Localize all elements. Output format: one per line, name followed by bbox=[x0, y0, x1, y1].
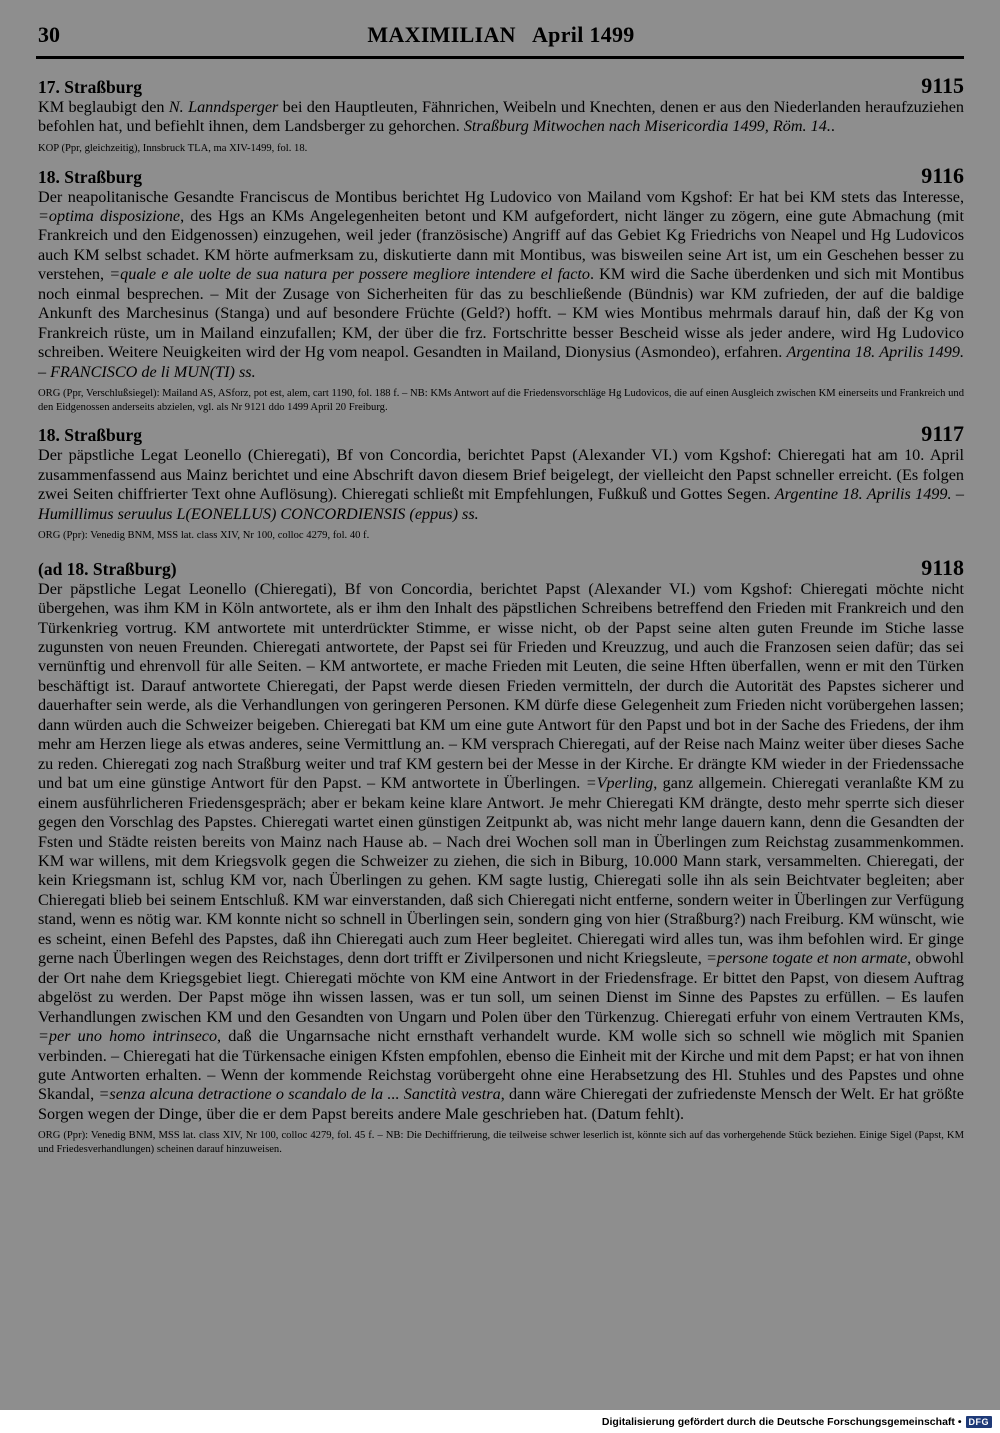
body-text: , daß die Ungarnsache nicht ernsthaft verhandelt wurde. KM wolle sich so schnell wie möglich mit Spanien verbinden. – Chieregati hat die Türkensache einigen Kfsten empfohlen, ebenso die Einheit mit der Kirche und mit dem Papst; er hat von ihnen gute Antworten erhalten. – Wenn der kommende Reichstag vorübergeht ohne eine Herabsetzung des Hl. Stuhles und des Papstes und ohne Skandal, bbox=[38, 1027, 964, 1104]
italic-quote: =per uno homo intrinseco bbox=[38, 1027, 218, 1046]
running-title: MAXIMILIAN April 1499 bbox=[367, 22, 635, 47]
body-text: bei den Hauptleuten, Fähnrichen, Weibeln und Knechten, denen er aus den Niederlanden heraufzuziehen befohlen hat, und befiehlt ihnen, dem Landsberger zu gehorchen. bbox=[38, 98, 964, 136]
entry-number: 9118 bbox=[921, 554, 964, 580]
body-text: Der päpstliche Legat Leonello (Chieregati), Bf von Concordia, berichtet Papst (Alexander VI.) vom Kgshof: Chieregati möchte nicht übergehen, was ihm KM in Köln antwortete, als er ihm den Inhalt des päpstlichen Schreibens betreffend den Frieden mit Frankreich und den Türkenkrieg vortrug. KM antwortete mit unterdrückter Stimme, er wisse nicht, ob der Papst seine alten guten Freunde im Stiche lasse zugunsten von neuen Freunden. Chieregati antwortete, der Papst sei für Frieden und Kreuzzug, und auch die Franzosen seien dafür; das sei vernünftig und ehrenvoll für alle Seiten. – KM antwortete, er mache Frieden mit Leuten, die seine Hften überfallen, wenn er mit den Türken beschäftigt ist. Darauf antwortete Chieregati, der Papst werde diesen Frieden vermitteln, der durch die Autorität des Papstes sicherer und dauerhafter sein werde, als die Verhandlungen von geringeren Personen. KM dürfe diese Gelegenheit zum Frieden nicht vorübergehen lassen; dann würden auch die Schweizer beigeben. Chieregati bat KM um eine gute Antwort für den Papst und bot in der Sache des Friedens, der ihm mehr am Herzen liege als etwas anderes, seine Vermittlung an. – KM versprach Chieregati, auf der Reise nach Mainz weiter über dieses Sache zu reden. Chieregati zog nach Straßburg weiter und traf KM gestern bei der Messe in der Kirche. Er drängte KM wieder in der Friedenssache und bat um eine günstige Antwort für den Papst. – KM antwortete in Überlingen. bbox=[38, 579, 964, 793]
dfg-logo: DFG bbox=[966, 1416, 993, 1428]
body-text: . KM wird die Sache überdenken und sich mit Montibus noch einmal besprechen. – Mit der Zusage von Sicherheiten für das zu beschließende (Bündnis) war KM zufrieden, der auf die baldige Ankunft des Marchesinus (Stanga) und auf besondere Früchte (Geld?) hofft. – KM wies Montibus mehrmals darauf hin, daß der Kg von Frankreich rüste, um in Mailand einzufallen; KM, der über die frz. Fortschritte besser Bescheid wisse als jeder andere, wird Hg Ludovico schreiben. Weitere Neuigkeiten wird der Hg vom neapol. Gesandten in Mailand, Dionysius (Asmondeo), erfahren. bbox=[38, 265, 964, 362]
body-text: , dann wäre Chieregati der zufriedenste Mensch der Welt. Er hat größte Sorgen wegen der Dinge, über die er dem Papst bereits andere Male geschrieben hat. (Datum fehlt). bbox=[38, 1085, 964, 1123]
entry-number: 9115 bbox=[921, 73, 964, 98]
entry-source: ORG (Ppr, Verschlußsiegel): Mailand AS, ASforz, pot est, alem, cart 1190, fol. 188 f. – NB: KMs Antwort auf die Friedensvorschläge Hg Ludovicos, die auf einen Ausgleich zwischen KM einerseits und Frankreich und den Eidgenossen anderseits abzielen, vgl. als Nr 9121 ddo 1499 April 20 Freiburg. bbox=[38, 388, 964, 413]
body-text: , des Hgs an KMs Angelegenheiten betont und KM aufgefordert, nicht länger zu zögern, eine gute Abmachung (mit Frankreich und den Eidgenossen) einzugehen, weil jeder (französische) Angriff auf das Gebiet Kg Friedrichs von Neapel und Hg Ludovicos auch KM selbst schadet. KM hörte aufmerksam zu, diskutierte dann mit Montibus, was bisweilen seine Art ist, um ein Geschehen besser zu verstehen, bbox=[38, 206, 964, 284]
entry-number: 9116 bbox=[921, 162, 964, 188]
entry-header bbox=[38, 554, 964, 580]
entry-body bbox=[38, 188, 964, 383]
running-head bbox=[38, 22, 964, 52]
header-rule bbox=[36, 56, 964, 59]
dfg-footer bbox=[602, 1416, 992, 1428]
italic-quote: Argentine 18. Aprilis 1499. – Humillimus seruulus L(EONELLUS) CONCORDIENSIS (eppus) ss. bbox=[38, 485, 965, 523]
italic-quote: N. Lanndsperger bbox=[168, 98, 279, 116]
entry-header bbox=[38, 423, 964, 446]
italic-quote: =optima disposizione bbox=[38, 206, 181, 225]
entry-place: (ad 18. Straßburg) bbox=[38, 558, 177, 579]
body-text: , ganz allgemein. Chieregati veranlaßte KM zu einem ausführlicheren Friedensgespräch; aber er bekam keine klare Antwort. Je mehr Chieregati KM drängte, desto mehr sperrte sich dieser gegen den Vorschlag des Papstes. Chieregati wartet einen günstigen Zeitpunkt ab, was nicht mehr lange dauern kann, denn die Gesandten der Fsten und Städte reisten bereits von Mainz nach Hause ab. – Nach drei Wochen soll man in Überlingen zum Reichstag zusammenkommen. KM war willens, mit dem Kriegsvolk gegen die Schweizer zu ziehen, die sich in Biburg, 10.000 Mann stark, versammelten. Chieregati, der kein Kriegsmann ist, schlug KM vor, nach Überlingen zu gehen. KM sagte lustig, Chieregati solle ihn als sein Beichtvater begleiten; aber Chieregati blieb bei seinem Entschluß. KM war einverstanden, daß sich Chieregati nicht entferne, sondern weiter in Überlingen zur Verfügung stand, wenn es nötig war. KM konnte nicht so schnell in Überlingen sein, sondern ging von hier (Straßburg?) nach Freiburg. KM wünscht, wie es scheint, einen Befehl des Papstes, daß ihn Chieregati auch zum Heer begleitet. Chieregati wird alles tun, was ihm befohlen wird. Er ginge gerne nach Überlingen wegen des Reichstages, denn dort trifft er Zivilpersonen und nicht Kriegsleute, bbox=[38, 774, 964, 968]
italic-quote: =senza alcuna detractione o scandalo de la ... Sanctità vestra bbox=[98, 1085, 501, 1104]
entry-body bbox=[38, 580, 964, 1125]
entry-9116 bbox=[38, 162, 965, 415]
body-text: , obwohl der Ort nahe dem Kriegsgebiet liegt. Chieregati möchte von KM eine Antwort in der Friedensfrage. Er bittet den Papst, von diesem Auftrag abgelöst zu werden. Der Papst möge ihn wissen lassen, was er tun soll, um seinen Dienst im Sinne des Papstes zu erfüllen. – Es laufen Verhandlungen zwischen KM und den Gesandten von Ungarn und Polen über den Türkenzug. Chieregati erfuhr von einem Vertrauten KMs, bbox=[38, 949, 964, 1026]
footer-text: Digitalisierung gefördert durch die Deutsche Forschungsgemeinschaft • bbox=[601, 1416, 962, 1428]
italic-quote: =persone togate et non armate bbox=[705, 949, 908, 968]
italic-quote: =Vperling bbox=[585, 774, 654, 793]
entry-place: 18. Straßburg bbox=[38, 425, 143, 446]
entry-source: ORG (Ppr): Venedig BNM, MSS lat. class XIV, Nr 100, colloc 4279, fol. 45 f. – NB: Die Dechiffrierung, die teilweise schwer leserlich ist, könnte sich auf das vorhergehende Stück beziehen. Einige Sigel (Papst, KM und Friedesverhandlungen) scheinen darauf hinzuweisen. bbox=[38, 1130, 964, 1155]
body-text: . bbox=[830, 117, 835, 136]
entry-header bbox=[38, 75, 964, 98]
entry-source: KOP (Ppr, gleichzeitig), Innsbruck TLA, ma XIV-1499, fol. 18. bbox=[38, 142, 308, 154]
entry-9118 bbox=[38, 554, 964, 1157]
entry-source: ORG (Ppr): Venedig BNM, MSS lat. class XIV, Nr 100, colloc 4279, fol. 40 f. bbox=[38, 530, 370, 542]
body-text: Der päpstliche Legat Leonello (Chieregati), Bf von Concordia, berichtet Papst (Alexander VI.) vom Kgshof: Chieregati hat am 10. April zusammenfassend aus Mainz berichtet und eine Abschrift davon diesem Brief beigelegt, der vielleicht den Papst schneller erreicht. (Es folgen zwei Seiten chiffrierter Text ohne Auflösung). Chieregati schließt mit Empfehlungen, Fußkuß und Gottes Segen. bbox=[38, 446, 964, 504]
entry-header bbox=[38, 162, 964, 188]
entry-9117 bbox=[38, 423, 964, 542]
entries-container bbox=[38, 75, 964, 1166]
entry-body bbox=[38, 446, 964, 524]
entry-body bbox=[38, 98, 964, 137]
body-text: Der neapolitanische Gesandte Franciscus de Montibus berichtet Hg Ludovico von Mailand vom Kgshof: Er hat bei KM stets das Interesse, bbox=[38, 187, 964, 206]
entry-9115 bbox=[38, 75, 964, 156]
page-number: 30 bbox=[38, 22, 60, 47]
entry-place: 17. Straßburg bbox=[38, 77, 143, 97]
entry-number: 9117 bbox=[921, 421, 964, 447]
entry-place: 18. Straßburg bbox=[38, 166, 143, 187]
italic-quote: =quale e ale uolte de sua natura per possere megliore intendere el facto bbox=[109, 265, 590, 284]
italic-quote: Argentina 18. Aprilis 1499. – FRANCISCO de li MUN(TI) ss. bbox=[38, 343, 965, 381]
body-text: KM beglaubigt den bbox=[38, 98, 169, 116]
italic-quote: Straßburg Mitwochen nach Misericordia 1499, Röm. 14. bbox=[463, 117, 831, 136]
